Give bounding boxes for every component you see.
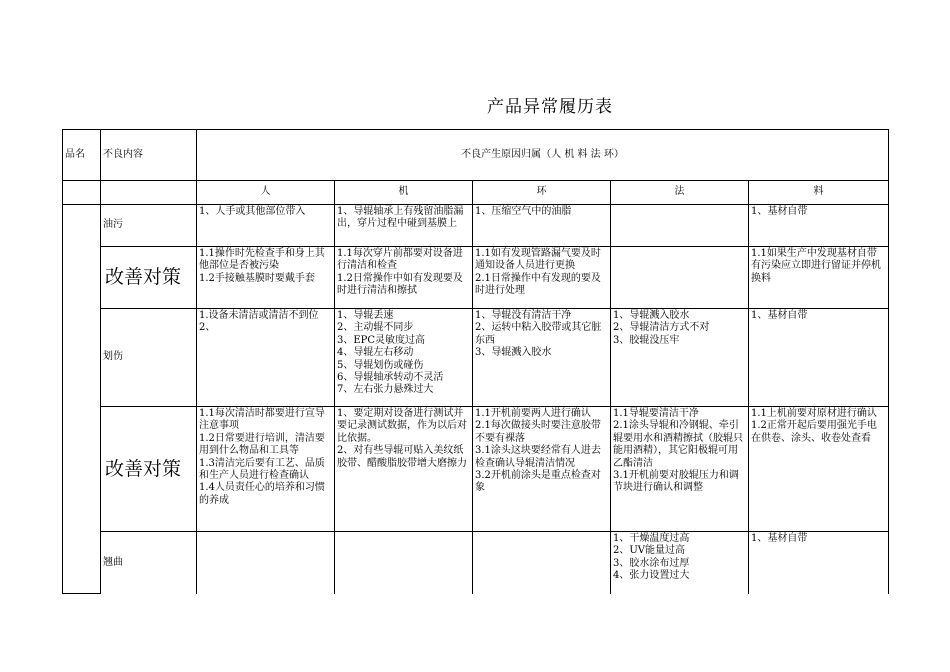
- table-cell: 1.1上机前要对原材进行确认 1.2正常开起后要用强光手电在供卷、涂头、收卷处查看: [749, 407, 889, 532]
- table-cell: 1、压缩空气中的油脂: [473, 205, 611, 247]
- table-cell: 1、导辊溅入胶水 2、导辊清洁方式不对 3、胶辊没压牢: [611, 309, 749, 407]
- table-cell: [611, 247, 749, 309]
- table-cell: 1.1开机前要两人进行确认 2.1每次做接头时要注意胶带不要有裸落 3.1涂头这块要经常有人进去检查确认导辊清洁情况 3.2开机前涂头是重点检查对象: [473, 407, 611, 532]
- table-cell: [197, 532, 335, 594]
- column-header-ren: 人: [197, 181, 335, 205]
- defect-label: 翘曲: [101, 532, 197, 594]
- table-cell: 1、基材自带: [749, 532, 889, 594]
- table-cell: [473, 532, 611, 594]
- table-cell: 1、干燥温度过高 2、UV能量过高 3、胶水涂布过厚 4、张力设置过大: [611, 532, 749, 594]
- table-cell: 1、导辊丢速 2、主动辊不同步 3、EPC灵敏度过高 4、导辊左右移动 5、导辊划伤或碰伤 6、导辊轴承转动不灵活 7、左右张力悬殊过大: [335, 309, 473, 407]
- defect-content-header: 不良内容: [101, 130, 197, 181]
- table-cell: 1、要定期对设备进行测试并要记录测试数据，作为以后对比依据。 2、对有些导辊可贴入美纹纸胶带、醋酸脂胶带增大磨擦力: [335, 407, 473, 532]
- column-header-huan: 环: [473, 181, 611, 205]
- blank-cell: [63, 181, 101, 205]
- table-cell: 1.1操作时先检查手和身上其他部位是否被污染 1.2手接触基膜时要戴手套: [197, 247, 335, 309]
- anomaly-history-table: [62, 129, 889, 594]
- table-cell: 1、导辊没有清洁干净 2、运转中粘入胶带或其它脏东西 3、导辊溅入胶水: [473, 309, 611, 407]
- table-cell: 1.1每次穿片前都要对设备进行清洁和检查 1.2日常操作中如有发现要及时进行清洁和擦拭: [335, 247, 473, 309]
- defect-label: 油污: [101, 205, 197, 247]
- table-cell: 1、基材自带: [749, 205, 889, 247]
- table-cell: 1.1导辊要清洁干净 2.1涂头导辊和冷钢辊、牵引辊要用水和酒精擦拭（胶辊只能用酒精），其它阳极辊可用乙酯清洁 3.1开机前要对胶辊压力和调节块进行确认和调整: [611, 407, 749, 532]
- column-header-liao: 料: [749, 181, 889, 205]
- table-cell: 1、基材自带: [749, 309, 889, 407]
- page-title: 产品异常履历表: [487, 97, 613, 117]
- table-cell: 1、人手或其他部位带入: [197, 205, 335, 247]
- table-cell: [611, 205, 749, 247]
- table-cell: 1、导辊轴承上有残留油脂漏出，穿片过程中碰到基膜上: [335, 205, 473, 247]
- improvement-label: 改善对策: [101, 247, 197, 309]
- product-name-cell: [63, 205, 101, 594]
- table-cell: 1.1如果生产中发现基材自带有污染应立即进行留证并停机换料: [749, 247, 889, 309]
- table-cell: 1.1每次清洁时都要进行宣导注意事项 1.2日常要进行培训，清洁要用到什么物品和工具等 1.3清洁完后要有工艺、品质和生产人员进行检查确认 1.4人员责任心的培养和习惯的养成: [197, 407, 335, 532]
- cause-group-header: 不良产生原因归属（人 机 料 法 环）: [197, 130, 889, 181]
- defect-label: 划伤: [101, 309, 197, 407]
- table-cell: [335, 532, 473, 594]
- column-header-fa: 法: [611, 181, 749, 205]
- table-cell: 1.1如有发现管路漏气要及时通知设备人员进行更换 2.1日常操作中有发现的要及时进行处理: [473, 247, 611, 309]
- product-name-header: 品名: [63, 130, 101, 181]
- column-header-ji: 机: [335, 181, 473, 205]
- blank-cell: [101, 181, 197, 205]
- improvement-label: 改善对策: [101, 407, 197, 532]
- table-cell: 1.设备未清洁或清洁不到位 2、: [197, 309, 335, 407]
